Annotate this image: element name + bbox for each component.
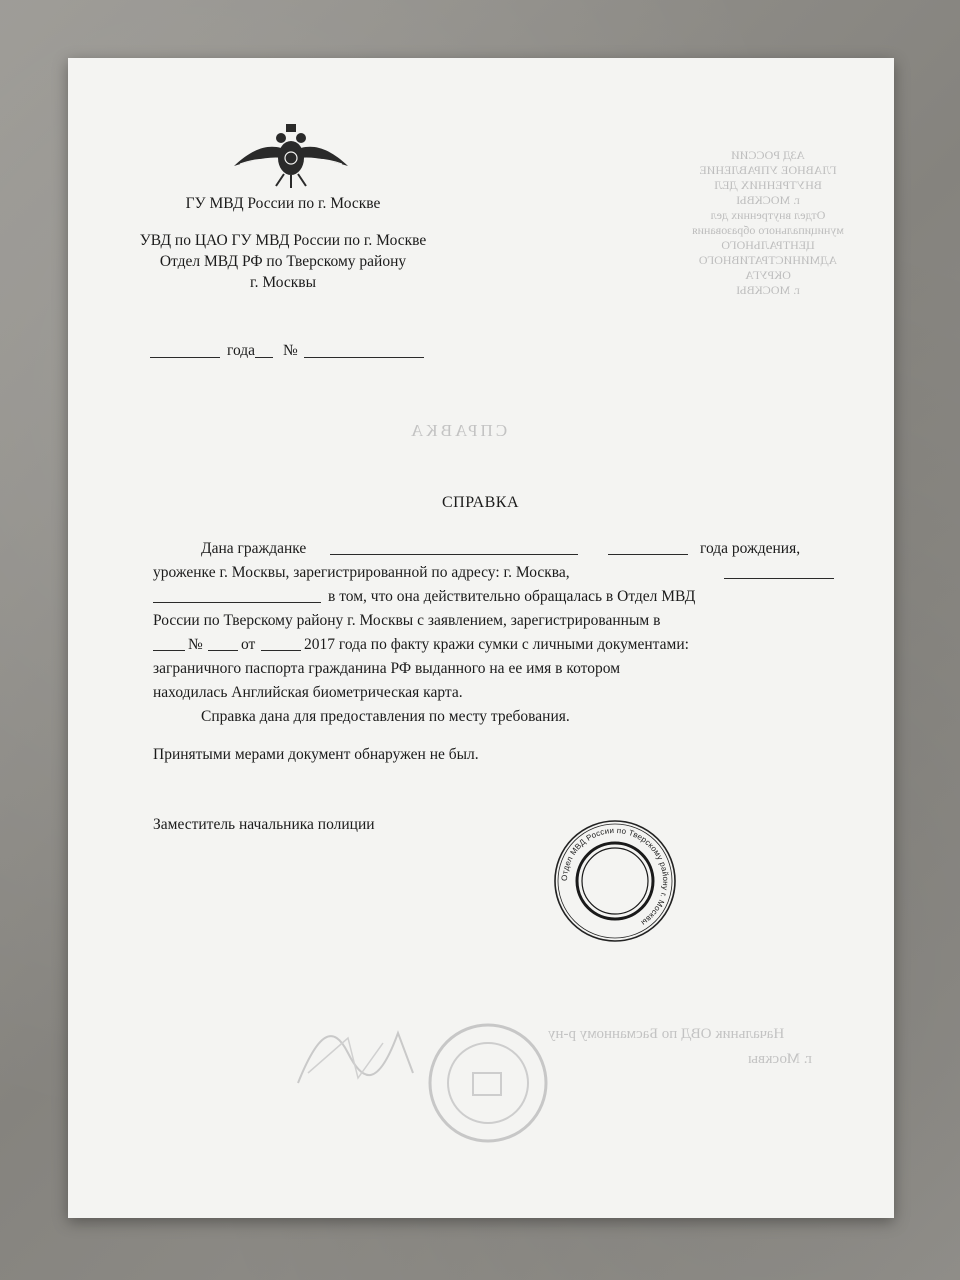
body-line-6: заграничного паспорта гражданина РФ выданного на ее имя в котором	[153, 660, 620, 677]
body-line-9: Принятыми мерами документ обнаружен не был.	[153, 746, 479, 763]
number-sign: №	[283, 342, 298, 359]
address-blank-1	[724, 578, 834, 579]
number-blank	[304, 357, 424, 358]
body-given-to: Дана гражданке	[201, 540, 307, 557]
round-stamp	[552, 818, 678, 944]
body-line-7: находилась Английская биометрическая карта.	[153, 684, 463, 701]
document-sheet	[68, 58, 894, 1218]
org-line-3: г. Москвы	[249, 274, 317, 291]
reg-date-blank	[153, 650, 185, 651]
double-headed-eagle-emblem	[226, 118, 356, 193]
reg-number-blank	[208, 650, 238, 651]
doc-title: СПРАВКА	[442, 494, 520, 511]
body-line-3: в том, что она действительно обращалась в Отдел МВД	[328, 588, 696, 605]
show-through-title: СПРАВКА	[408, 421, 508, 440]
reg-from-blank	[261, 650, 301, 651]
org-main-name: ГУ МВД России по г. Москве	[185, 195, 381, 212]
name-blank	[330, 554, 578, 555]
show-through-footer-2: г. Москвы	[748, 1051, 812, 1067]
year-blank	[255, 357, 273, 358]
stamp-ring-text: Отдел МВД России по Тверскому району г. Москвы	[559, 825, 671, 928]
body-line-8: Справка дана для предоставления по месту требования.	[201, 708, 570, 725]
org-line-1: УВД по ЦАО ГУ МВД России по г. Москве	[139, 232, 427, 249]
date-blank	[150, 357, 220, 358]
body-birth-year: года рождения,	[700, 540, 801, 557]
signature-position: Заместитель начальника полиции	[153, 816, 375, 833]
show-through-signature	[288, 1013, 428, 1093]
date-word: года	[227, 342, 256, 359]
show-through-footer-1: Начальник ОВД по Басманному р-ну	[548, 1026, 785, 1042]
reg-number-sign: №	[188, 636, 203, 653]
address-blank-2	[153, 602, 321, 603]
body-line-4: России по Тверскому району г. Москвы с заявлением, зарегистрированным в	[153, 612, 661, 629]
org-line-2: Отдел МВД РФ по Тверскому району	[159, 253, 407, 270]
show-through-stamp	[423, 1018, 553, 1148]
body-line-2: уроженке г. Москвы, зарегистрированной по адресу: г. Москва,	[153, 564, 570, 581]
show-through-letterhead: АЗД РОССИИ ГЛАВНОЕ УПРАВЛЕНИЕ ВНУТРЕННИХ ДЕЛ г. МОСКВЫ Отдел внутренних дел муниципального образования ЦЕНТРАЛЬНОГО АДМИНИСТРАТИВНОГО ОКРУГА г. МОСКВЫ	[692, 148, 844, 297]
body-line-5: 2017 года по факту кражи сумки с личными документами:	[304, 636, 689, 653]
birth-date-blank	[608, 554, 688, 555]
reg-from: от	[241, 636, 256, 653]
